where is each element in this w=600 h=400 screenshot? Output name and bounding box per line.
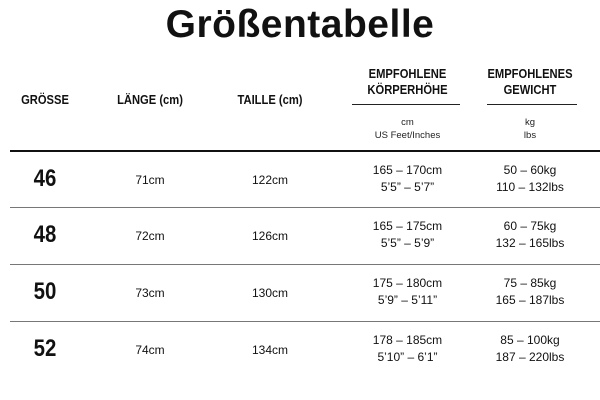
table-row bbox=[0, 265, 600, 321]
units-height bbox=[345, 116, 470, 142]
header-weight-line2: GEWICHT bbox=[503, 82, 557, 97]
weight-value bbox=[475, 332, 585, 366]
height-cm: 178 – 185cm bbox=[372, 333, 443, 347]
table-row bbox=[0, 208, 600, 264]
unit-weight-lbs: lbs bbox=[523, 130, 537, 141]
height-value bbox=[345, 332, 470, 366]
header-weight-line1: EMPFOHLENES bbox=[487, 66, 573, 81]
length-value: 74cm bbox=[135, 343, 165, 357]
height-cm: 175 – 180cm bbox=[372, 276, 443, 290]
size-value: 46 bbox=[33, 165, 57, 192]
height-ft: 5’5” – 5’9” bbox=[380, 236, 435, 250]
weight-value bbox=[475, 275, 585, 309]
header-size: GRÖSSE bbox=[21, 92, 69, 107]
weight-lbs: 132 – 165lbs bbox=[495, 236, 565, 250]
size-value: 52 bbox=[33, 335, 57, 362]
height-ft: 5’5” – 5’7” bbox=[380, 180, 435, 194]
size-value: 48 bbox=[33, 221, 57, 248]
header-height-underline bbox=[352, 104, 460, 105]
weight-lbs: 165 – 187lbs bbox=[495, 293, 565, 307]
length-value: 73cm bbox=[135, 286, 165, 300]
height-cm: 165 – 170cm bbox=[372, 163, 443, 177]
height-cm: 165 – 175cm bbox=[372, 219, 443, 233]
waist-value: 130cm bbox=[251, 286, 289, 300]
unit-height-ft: US Feet/Inches bbox=[374, 130, 441, 141]
units-weight bbox=[475, 116, 585, 142]
weight-kg: 60 – 75kg bbox=[503, 219, 557, 233]
weight-lbs: 110 – 132lbs bbox=[496, 180, 564, 194]
waist-value: 126cm bbox=[251, 229, 289, 243]
waist-value: 122cm bbox=[251, 173, 289, 187]
header-waist: TAILLE (cm) bbox=[237, 92, 303, 107]
weight-kg: 75 – 85kg bbox=[503, 276, 557, 290]
header-height-line1: EMPFOHLENE bbox=[368, 66, 447, 81]
header-height bbox=[354, 66, 462, 98]
weight-value bbox=[475, 162, 585, 196]
header-height-line2: KÖRPERHÖHE bbox=[367, 82, 448, 97]
weight-value bbox=[475, 218, 585, 252]
height-value bbox=[345, 162, 470, 196]
weight-kg: 85 – 100kg bbox=[500, 333, 560, 347]
length-value: 71cm bbox=[135, 173, 165, 187]
height-value bbox=[345, 218, 470, 252]
height-value bbox=[345, 275, 470, 309]
header-length: LÄNGE (cm) bbox=[117, 92, 183, 107]
table-row bbox=[0, 152, 600, 208]
header-weight bbox=[483, 66, 578, 98]
page-title: Größentabelle bbox=[165, 3, 435, 46]
header-weight-underline bbox=[487, 104, 577, 105]
unit-weight-kg: kg bbox=[524, 117, 536, 128]
height-ft: 5’10” – 6’1” bbox=[377, 350, 438, 364]
weight-kg: 50 – 60kg bbox=[503, 163, 557, 177]
table-row bbox=[0, 322, 600, 378]
unit-height-cm: cm bbox=[401, 117, 414, 128]
height-ft: 5’9” – 5’11” bbox=[377, 293, 438, 307]
weight-lbs: 187 – 220lbs bbox=[495, 350, 565, 364]
waist-value: 134cm bbox=[251, 343, 289, 357]
size-value: 50 bbox=[33, 278, 57, 305]
length-value: 72cm bbox=[135, 229, 165, 243]
